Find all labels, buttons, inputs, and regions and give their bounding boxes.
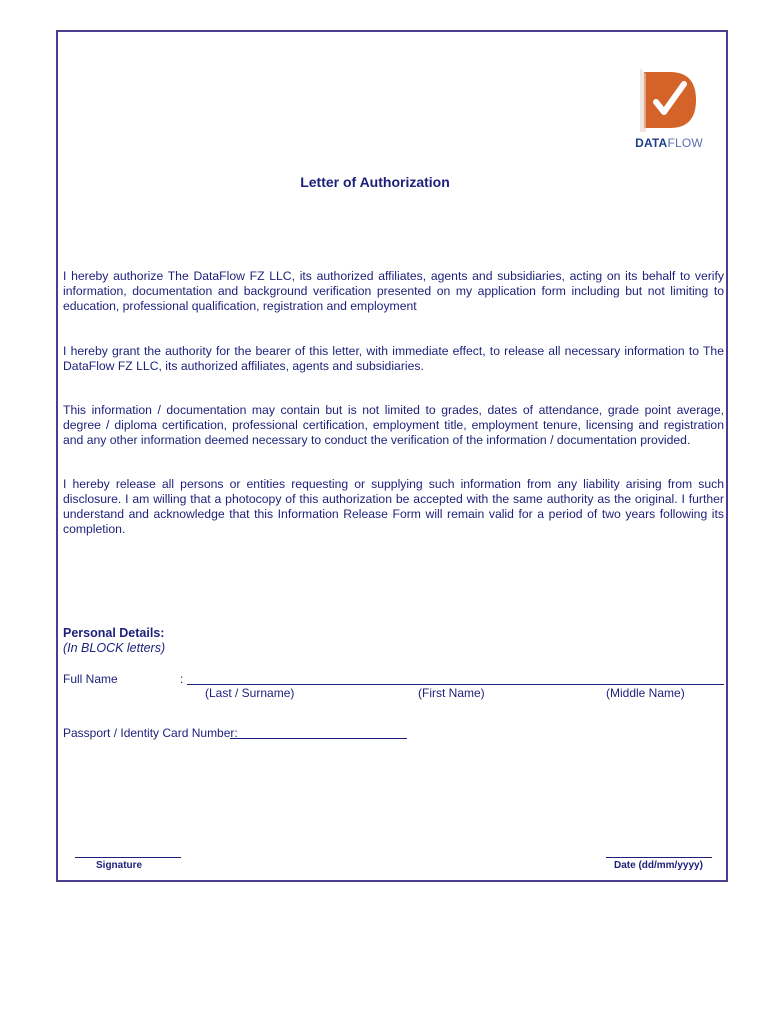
personal-details-subheading: (In BLOCK letters) (63, 641, 166, 655)
full-name-label: Full Name (63, 672, 118, 686)
passport-number-field[interactable] (230, 738, 407, 739)
authorization-paragraph-4: I hereby release all persons or entities requesting or supplying such information from any liability arising from such disclosure. I am willing that a photocopy of this authorization be accepted with the same authority as the original. I further understand and acknowledge that this Information Release Form will remain valid for a period of two years following its completion. (63, 477, 724, 536)
signature-line[interactable] (75, 857, 181, 858)
middle-name-hint: (Middle Name) (606, 686, 685, 700)
full-name-field[interactable] (187, 684, 724, 685)
document-title: Letter of Authorization (300, 174, 450, 190)
personal-details-heading: Personal Details: (63, 626, 165, 640)
first-name-hint: (First Name) (418, 686, 485, 700)
signature-label: Signature (96, 860, 143, 871)
logo-checkmark-icon (626, 62, 712, 134)
passport-label: Passport / Identity Card Number: (63, 726, 238, 740)
full-name-colon: : (180, 672, 184, 686)
last-name-hint: (Last / Surname) (205, 686, 295, 700)
dataflow-logo (626, 62, 712, 158)
date-label: Date (dd/mm/yyyy) (614, 860, 703, 871)
logo-wordmark: DATAFLOW (635, 136, 703, 150)
authorization-paragraph-2: I hereby grant the authority for the bearer of this letter, with immediate effect, to release all necessary information to The DataFlow FZ LLC, its authorized affiliates, agents and subsidiaries. (63, 344, 724, 373)
authorization-paragraph-1: I hereby authorize The DataFlow FZ LLC, its authorized affiliates, agents and subsidiaries, acting on its behalf to verify information, documentation and background verification presented on my application form including but not limiting to education, professional qualification, registration and employment (63, 269, 724, 313)
authorization-paragraph-3: This information / documentation may contain but is not limited to grades, dates of attendance, grade point average, degree / diploma certification, professional certification, employment title, employment tenure, licensing and registration and any other information deemed necessary to conduct the verification of the information / documentation provided. (63, 403, 724, 447)
date-line[interactable] (606, 857, 712, 858)
